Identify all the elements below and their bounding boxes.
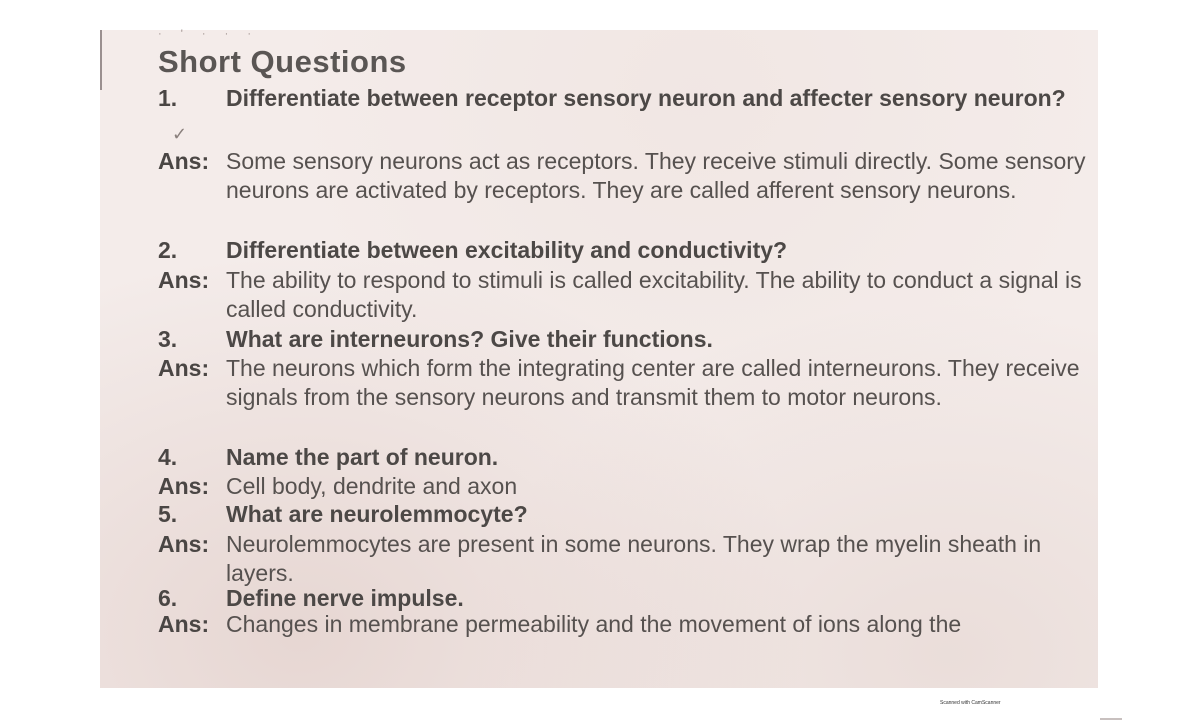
answer-6 [158, 610, 1093, 639]
question-4 [158, 443, 1093, 472]
answer-label: Ans: [158, 531, 210, 557]
answer-label: Ans: [158, 611, 210, 637]
answer-label: Ans: [158, 473, 210, 499]
answer-text: Cell body, dendrite and axon [226, 473, 518, 499]
top-cut-text: · ' · · · [158, 28, 259, 40]
answer-label: Ans: [158, 267, 210, 293]
question-number: 2. [158, 237, 178, 263]
answer-4 [158, 472, 1093, 501]
question-number: 5. [158, 501, 178, 527]
question-text: Define nerve impulse. [226, 585, 464, 611]
check-mark-icon: ✓ [172, 124, 188, 144]
answer-2 [158, 266, 1093, 324]
answer-text: Changes in membrane permeability and the movement of ions along the [226, 611, 962, 637]
question-number: 6. [158, 585, 178, 611]
answer-label: Ans: [158, 355, 210, 381]
scanner-watermark: Scanned with CamScanner [940, 700, 1001, 706]
answer-text: Some sensory neurons act as receptors. They receive stimuli directly. Some sensory neurons are activated by receptors. They are called afferent sensory neurons. [226, 148, 1086, 203]
answer-text: The neurons which form the integrating center are called interneurons. They receive signals from the sensory neurons and transmit them to motor neurons. [226, 355, 1080, 410]
answer-label: Ans: [158, 148, 210, 174]
question-number: 4. [158, 444, 178, 470]
question-1 [158, 84, 1093, 113]
answer-5 [158, 530, 1093, 588]
answer-text: Neurolemmocytes are present in some neurons. They wrap the myelin sheath in layers. [226, 531, 1042, 586]
question-number: 3. [158, 326, 178, 352]
question-6 [158, 584, 1093, 613]
question-5 [158, 500, 1093, 529]
question-3 [158, 325, 1093, 354]
page-edge-divider [100, 30, 102, 90]
question-text: What are neurolemmocyte? [226, 501, 528, 527]
question-number: 1. [158, 85, 178, 111]
question-text: Name the part of neuron. [226, 444, 499, 470]
answer-text: The ability to respond to stimuli is called excitability. The ability to conduct a signal is called conductivity. [226, 267, 1082, 322]
footer-divider [1100, 718, 1122, 720]
page-title: Short Questions [158, 44, 407, 79]
question-2 [158, 236, 1093, 265]
question-text: Differentiate between excitability and conductivity? [226, 237, 788, 263]
question-text: Differentiate between receptor sensory neuron and affecter sensory neuron? [226, 85, 1066, 111]
question-text: What are interneurons? Give their functions. [226, 326, 713, 352]
answer-1 [158, 147, 1093, 205]
answer-3 [158, 354, 1093, 412]
